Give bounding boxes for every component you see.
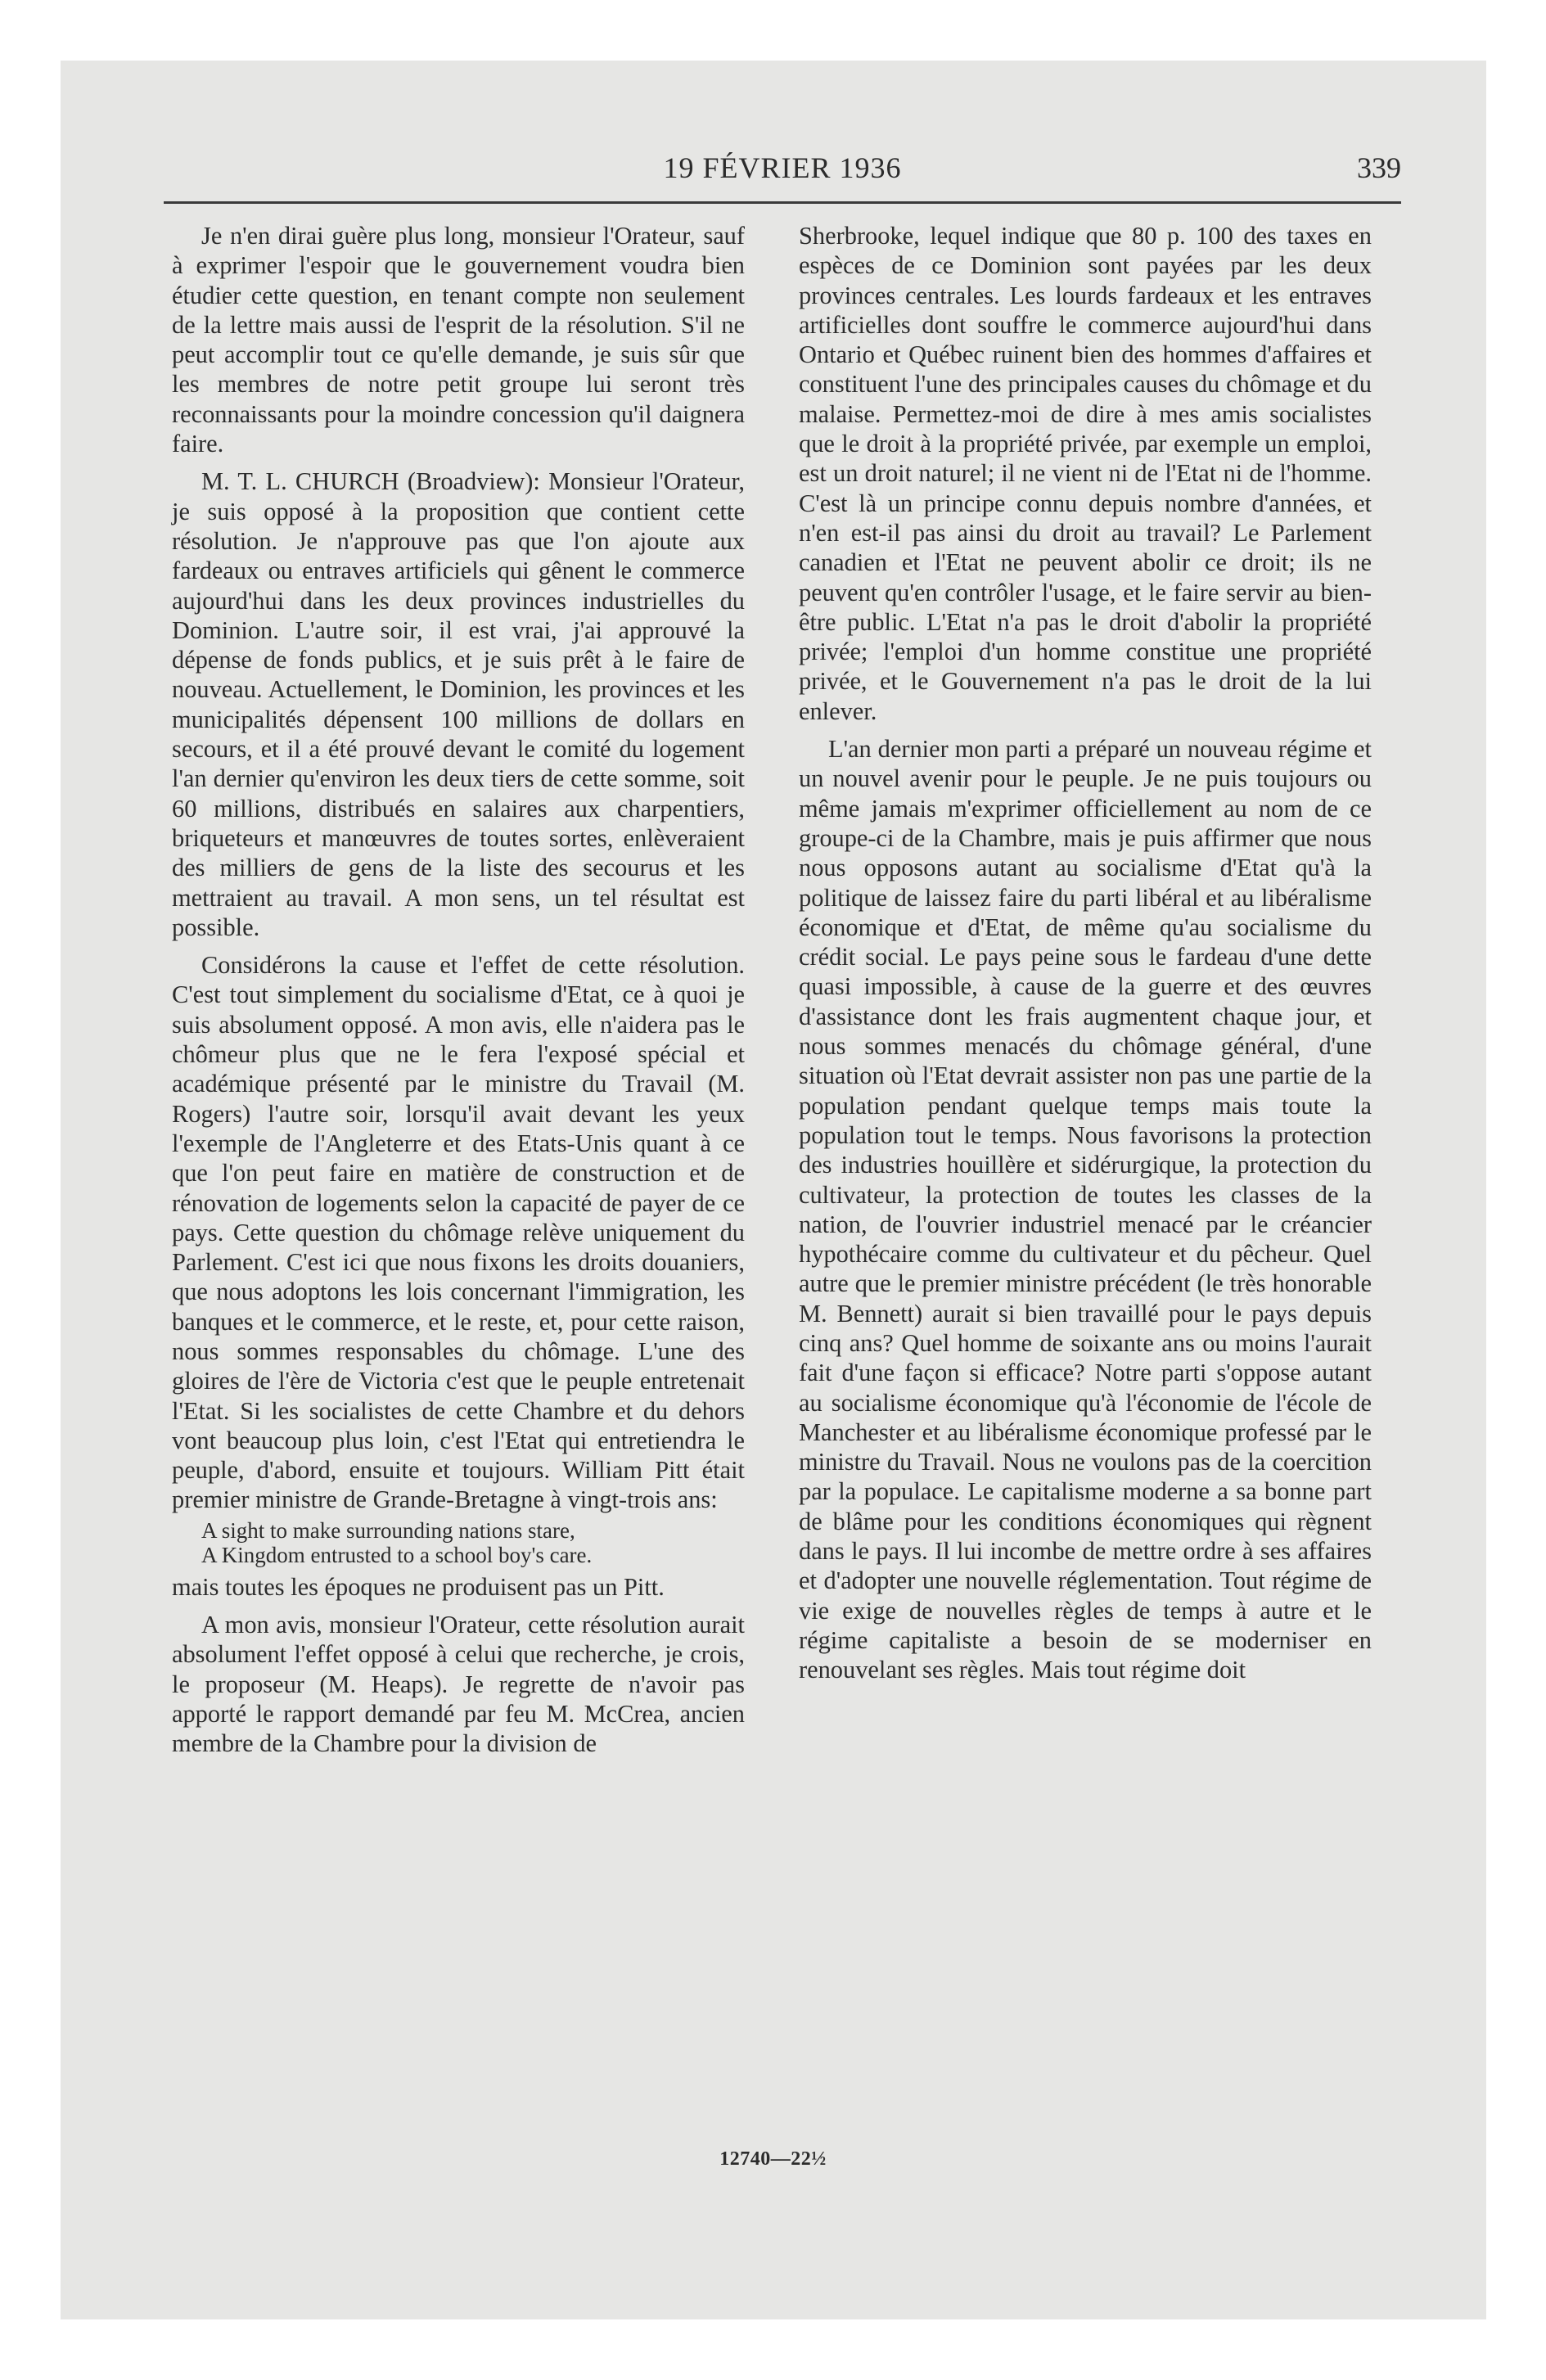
right-column [799, 221, 1372, 1685]
verse-line: A Kingdom entrusted to a school boy's care. [201, 1542, 593, 1567]
left-column [172, 221, 745, 1759]
paragraph: mais toutes les époques ne produisent pas un Pitt. [172, 1572, 665, 1601]
verse-quote [172, 1518, 745, 1567]
verse-line: A sight to make surrounding nations stare, [201, 1517, 575, 1543]
printer-signature: 12740—22½ [719, 2148, 827, 2170]
paragraph: A mon avis, monsieur l'Orateur, cette résolution aurait absolument l'effet opposé à celui que recherche, je crois, le proposeur (M. Heaps). Je regrette de n'avoir pas apporté le rapport demandé par feu M. McCrea, ancien membre de la Chambre pour la division de [172, 1611, 745, 1758]
header-date: 19 FÉVRIER 1936 [663, 151, 902, 184]
paragraph: Je n'en dirai guère plus long, monsieur l'Orateur, sauf à exprimer l'espoir que le gouvernement voudra bien étudier cette question, en tenant compte non seulement de la lettre mais aussi de l'esprit de la résolution. S'il ne peut accomplir tout ce qu'elle demande, je suis sûr que les membres de notre petit groupe lui seront très reconnaissants pour la moindre concession qu'il daignera faire. [172, 222, 745, 458]
header-rule [164, 201, 1401, 204]
paragraph: Sherbrooke, lequel indique que 80 p. 100 des taxes en espèces de ce Dominion sont payées par les deux provinces centrales. Les lourds fardeaux et les entraves artificielles dont souffre le commerce aujourd'hui dans Ontario et Québec ruinent bien des hommes d'affaires et constituent l'une des principales causes du chômage et du malaise. Permettez-moi de dire à mes amis socialistes que le droit à la propriété privée, par exemple un emploi, est un droit naturel; il ne vient ni de l'Etat ni de l'homme. C'est là un principe connu depuis nombre d'années, et n'en est-il pas ainsi du droit au travail? Le Parlement canadien et l'Etat ne peuvent abolir ce droit; ils ne peuvent qu'en contrôler l'usage, et le faire servir au bien-être public. L'Etat n'a pas le droit d'abolir la propriété privée; l'emploi d'un homme constitue une propriété privée, et le Gouvernement n'a pas le droit de la lui enlever. [799, 222, 1372, 725]
paragraph: Considérons la cause et l'effet de cette résolution. C'est tout simplement du socialisme d'Etat, ce à quoi je suis absolument opposé. A mon avis, elle n'aidera pas le chômeur plus que ne le fera l'exposé spécial et académique présenté par le ministre du Travail (M. Rogers) l'autre soir, lorsqu'il avait devant les yeux l'exemple de l'Angleterre et des Etats-Unis quant à ce que l'on peut faire en matière de construction et de rénovation de logements selon la capacité de payer de ce pays. Cette question du chômage relève uniquement du Parlement. C'est ici que nous fixons les droits douaniers, que nous adoptons les lois concernant l'immigration, les banques et le commerce, et le reste, et, pour cette raison, nous sommes responsables du chômage. L'une des gloires de l'ère de Victoria c'est que le peuple entretenait l'Etat. Si les socialistes de cette Chambre et du dehors vont beaucoup plus loin, c'est l'Etat qui entretiendra le peuple, d'abord, ensuite et toujours. William Pitt était premier ministre de Grande-Bretagne à vingt-trois ans: [172, 951, 745, 1514]
paragraph: M. T. L. CHURCH (Broadview): Monsieur l'Orateur, je suis opposé à la proposition que contient cette résolution. Je n'approuve pas que l'on ajoute aux fardeaux ou entraves artificiels qui gênent le commerce aujourd'hui dans les deux provinces industrielles du Dominion. L'autre soir, il est vrai, j'ai approuvé la dépense de fonds publics, et je suis prêt à le faire de nouveau. Actuellement, le Dominion, les provinces et les municipalités dépensent 100 millions de dollars en secours, et il a été prouvé devant le comité du logement l'an dernier qu'environ les deux tiers de cette somme, soit 60 millions, distribués en salaires aux charpentiers, briqueteurs et manœuvres de toutes sortes, enlèveraient des milliers de gens de la liste des secourus et les mettraient au travail. A mon sens, un tel résultat est possible. [172, 467, 745, 941]
page-header [164, 151, 1401, 200]
paragraph: L'an dernier mon parti a préparé un nouveau régime et un nouvel avenir pour le peuple. Je ne puis toujours ou même jamais m'exprimer officiellement au nom de ce groupe-ci de la Chambre, mais je puis affirmer que nous nous opposons autant au socialisme d'Etat qu'à la politique de laissez faire du parti libéral et au libéralisme économique et d'Etat, de même qu'au socialisme du crédit social. Le pays peine sous le fardeau d'une dette quasi impossible, à cause de la guerre et des œuvres d'assistance dont les frais augmentent chaque jour, et nous sommes menacés du chômage général, d'une situation où l'Etat devrait assister non pas une partie de la population pendant quelque temps mais toute la population tout le temps. Nous favorisons la protection des industries houillère et sidérurgique, la protection du cultivateur, la protection de toutes les classes de la nation, de l'ouvrier industriel menacé par le créancier hypothécaire comme du cultivateur et du pêcheur. Quel autre que le premier ministre précédent (le très honorable M. Bennett) aurait si bien travaillé pour le pays depuis cinq ans? Quel homme de soixante ans ou moins l'aurait fait d'une façon si efficace? Notre parti s'oppose autant au socialisme économique qu'à l'économie de l'école de Manchester et au libéralisme économique professé par le ministre du Travail. Nous ne voulons pas de la coercition par la populace. Le capitalisme moderne a sa bonne part de blâme pour les conditions économiques qui règnent dans le pays. Il lui incombe de mettre ordre à ses affaires et d'adopter une nouvelle réglementation. Tout régime de vie exige de nouvelles règles de temps à autre et le régime capitaliste a besoin de se moderniser en renouvelant ses règles. Mais tout régime doit [799, 735, 1372, 1684]
page-number: 339 [1357, 151, 1401, 184]
